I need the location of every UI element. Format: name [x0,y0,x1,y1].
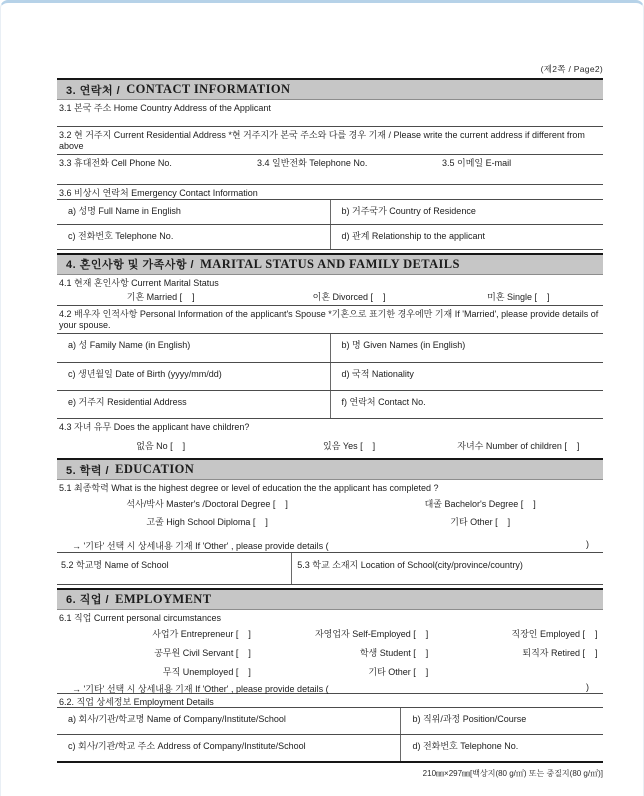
checkbox-retired[interactable]: 퇴직자 Retired [ ] [522,647,598,658]
employment-other-details-close: ) [586,681,589,692]
field-spouse-given-names[interactable]: b) 명 Given Names (in English) [330,334,603,363]
checkbox-master-doctoral[interactable]: 석사/박사 Master's /Doctoral Degree [ ] [126,498,288,509]
checkbox-student[interactable]: 학생 Student [ ] [359,647,429,658]
education-options-row1 [57,494,603,512]
form-content [57,3,603,779]
section-employment-header [57,588,603,610]
employment-other-details-label[interactable]: → '기타' 선택 시 상세내용 기재 If 'Other' , please provide details ( [72,683,329,694]
field-spouse-residential-address[interactable]: e) 거주지 Residential Address [57,391,330,419]
checkbox-self-employed[interactable]: 자영업자 Self-Employed [ ] [314,628,429,639]
section-education-header [57,458,603,480]
field-marital-status-label: 4.1 현재 혼인사항 Current Marital Status [59,277,219,288]
section-contact-title-ko: 3. 연락처 / [66,84,121,97]
education-other-details-row [57,535,603,553]
checkbox-high-school[interactable]: 고졸 High School Diploma [ ] [146,516,268,527]
checkbox-children-no[interactable]: 없음 No [ ] [136,440,186,451]
section-marital-title-en: MARITAL STATUS AND FAMILY DETAILS [200,256,460,271]
section-contact-header [57,78,603,100]
field-employment-details-label: 6.2. 직업 상세정보 Employment Details [57,694,603,708]
checkbox-divorced[interactable]: 이혼 Divorced [ ] [312,292,386,302]
checkbox-bachelor[interactable]: 대졸 Bachelor's Degree [ ] [424,498,536,509]
spouse-info-table [57,334,603,420]
employment-options-grid [57,624,603,678]
checkbox-married[interactable]: 기혼 Married [ ] [126,292,195,302]
checkbox-education-other[interactable]: 기타 Other [ ] [450,516,511,527]
section-marital-header [57,253,603,275]
school-table [57,553,603,585]
field-home-country-address[interactable]: 3.1 본국 주소 Home Country Address of the Applicant [57,100,603,127]
field-school-name[interactable]: 5.2 학교명 Name of School [57,553,292,584]
paper-spec-note: 210㎜×297㎜[백상지(80 g/㎡) 또는 중질지(80 g/㎡)] [422,768,603,778]
field-phone-email-row [57,155,603,185]
field-emergency-relationship[interactable]: d) 관계 Relationship to the applicant [330,224,603,249]
employment-other-details-row [57,678,603,694]
emergency-contact-table [57,200,603,250]
checkbox-civil-servant[interactable]: 공무원 Civil Servant [ ] [154,647,251,658]
field-spouse-nationality[interactable]: d) 국적 Nationality [330,363,603,391]
employment-details-table [57,708,603,763]
field-email[interactable]: 3.5 이메일 E-mail [442,158,512,168]
field-highest-degree-label: 5.1 최종학력 What is the highest degree or level of education the the applicant has completed ? [59,483,439,493]
field-company-address[interactable]: c) 회사/기관/학교 주소 Address of Company/Institute/School [57,735,401,762]
section-marital-title-ko: 4. 혼인사항 및 가족사항 / [66,259,195,271]
field-cell-phone[interactable]: 3.3 휴대전화 Cell Phone No. [59,158,172,168]
checkbox-single[interactable]: 미혼 Single [ ] [487,292,550,302]
field-children-label: 4.3 자녀 유무 Does the applicant have children? [59,422,250,432]
field-spouse-info-label: 4.2 배우자 인적사항 Personal Information of the applicant's Spouse *기혼으로 표기한 경우에만 기재 If 'Married', please provide details of your spouse. [57,306,603,334]
education-options-row2 [57,512,603,530]
employment-options-empty-cell [428,665,597,678]
field-company-telephone[interactable]: d) 전화번호 Telephone No. [401,735,603,762]
page-marker: (제2쪽 / Page2) [540,64,603,74]
checkbox-employed[interactable]: 직장인 Employed [ ] [511,628,598,639]
checkbox-children-yes[interactable]: 있음 Yes [ ] [323,440,376,451]
children-options [57,435,603,455]
field-position-course[interactable]: b) 직위/과정 Position/Course [401,708,603,735]
field-occupation-label: 6.1 직업 Current personal circumstances [59,612,221,623]
field-spouse-family-name[interactable]: a) 성 Family Name (in English) [57,334,330,363]
field-emergency-telephone[interactable]: c) 전화번호 Telephone No. [57,224,330,249]
field-emergency-contact-label: 3.6 비상시 연락처 Emergency Contact Information [57,185,603,200]
field-spouse-contact-no[interactable]: f) 연락처 Contact No. [330,391,603,419]
checkbox-employment-other[interactable]: 기타 Other [ ] [368,666,429,677]
field-telephone[interactable]: 3.4 일반전화 Telephone No. [257,158,368,168]
checkbox-unemployed[interactable]: 무직 Unemployed [ ] [162,666,251,677]
field-number-of-children[interactable]: 자녀수 Number of children [ ] [457,440,580,451]
section-employment-title-en: EMPLOYMENT [115,591,212,606]
education-other-details-close: ) [586,539,589,549]
field-spouse-birth-date[interactable]: c) 생년월일 Date of Birth (yyyy/mm/dd) [57,363,330,391]
section-contact-title-en: CONTACT INFORMATION [126,82,291,96]
field-company-name[interactable]: a) 회사/기관/학교명 Name of Company/Institute/School [57,708,401,735]
checkbox-entrepreneur[interactable]: 사업가 Entrepreneur [ ] [152,628,251,639]
field-emergency-name[interactable]: a) 성명 Full Name in English [57,200,330,224]
field-school-location[interactable]: 5.3 학교 소재지 Location of School(city/province/country) [292,553,603,584]
field-current-residential-address[interactable]: 3.2 현 거주지 Current Residential Address *현 거주지가 본국 주소와 다를 경우 기재 / Please write the current address if different from above [57,127,603,155]
section-employment-title-ko: 6. 직업 / [66,594,110,606]
education-other-details-label[interactable]: → '기타' 선택 시 상세내용 기재 If 'Other' , please provide details ( [72,541,329,551]
section-education-title-en: EDUCATION [115,462,195,476]
field-emergency-country[interactable]: b) 거주국가 Country of Residence [330,200,603,224]
marital-status-options [57,289,603,306]
section-education-title-ko: 5. 학력 / [66,464,110,477]
